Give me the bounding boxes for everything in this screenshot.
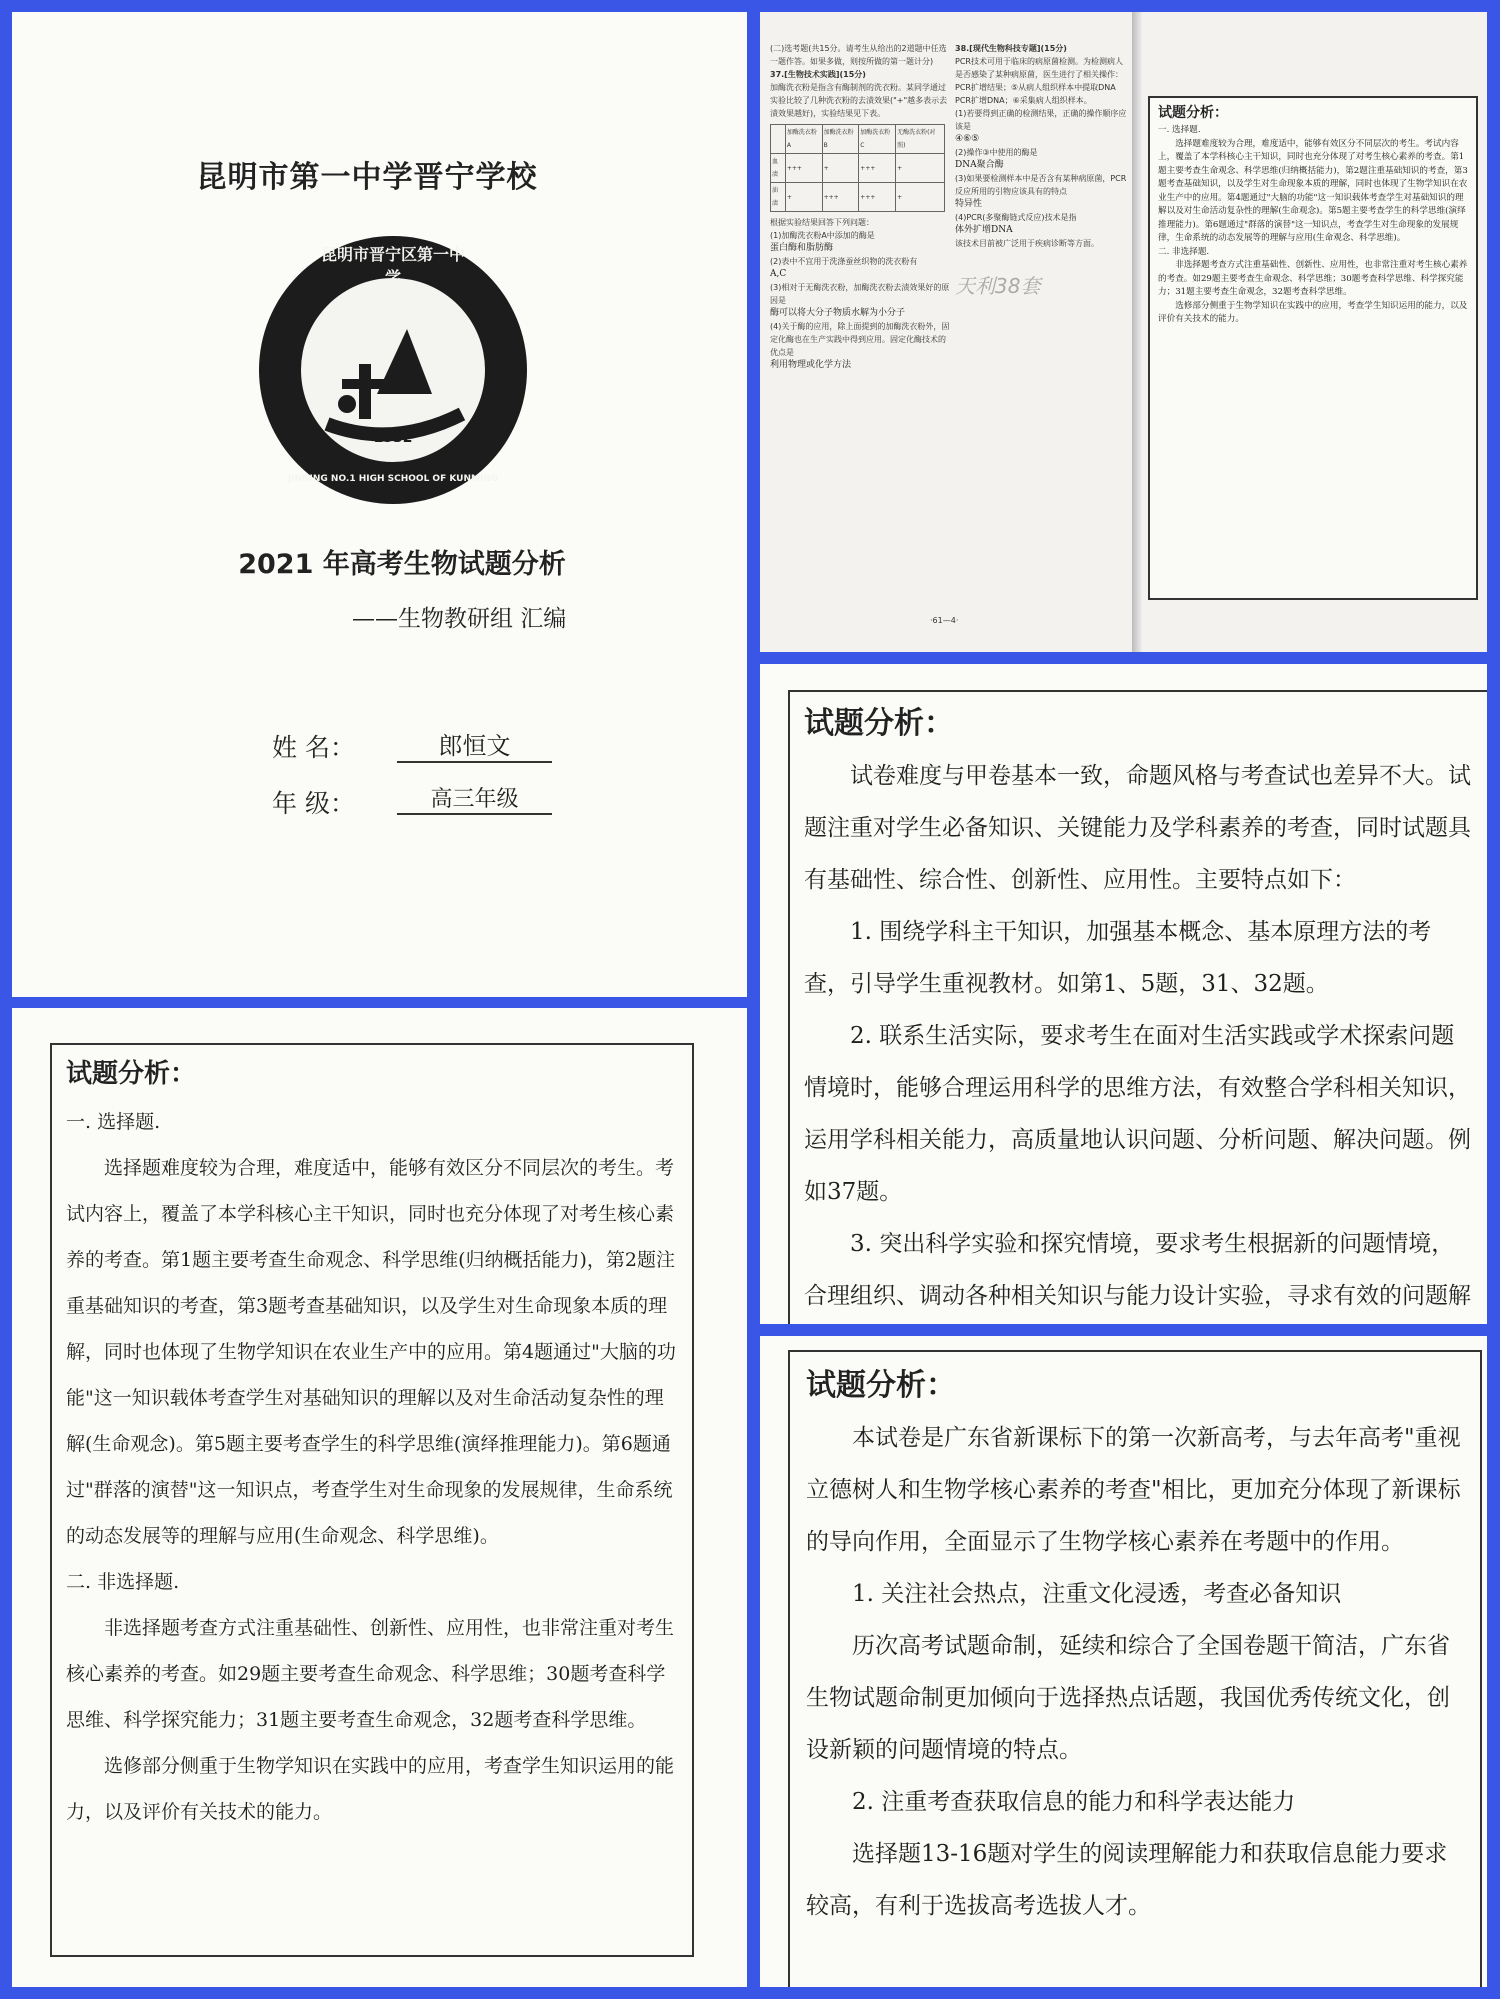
exam-line: 该技术目前被广泛用于疾病诊断等方面。 [955,239,1099,248]
handwritten-answer: ④⑥⑤ [955,134,980,144]
exam-line: PCR扩增结果；⑤从病人组织样本中提取DNA [955,83,1116,92]
exam-line: (2)操作③中使用的酶是 [955,148,1038,157]
analysis-page-b [760,664,1487,1324]
page-footer: ·61—4· [930,616,959,625]
paragraph: 3. 突出科学实验和探究情境，要求考生根据新的问题情境，合理组织、调动各种相关知识与能力设计实验，寻求有效的问题解 [804,1231,1471,1309]
page-fold-shadow [1132,12,1142,652]
exam-line: 37.[生物技术实践](15分) [770,70,866,79]
compiler: ——生物教研组 汇编 [352,606,567,632]
handwritten-answer: 特异性 [955,199,983,209]
section-heading: 一. 选择题. [66,1111,161,1133]
paragraph: 历次高考试题命制，延续和综合了全国卷题干简洁，广东省生物试题命制更加倾向于选择热点话题，我国优秀传统文化，创设新颖的问题情境的特点。 [806,1633,1450,1763]
exam-line: (3)相对于无酶洗衣粉，加酶洗衣粉去渍效果好的原因是 [770,283,950,305]
handwritten-answer: DNA聚合酶 [955,160,1004,170]
exam-line: 加酶洗衣粉是指含有酶制剂的洗衣粉。某同学通过实验比较了几种洗衣粉的去渍效果("+"越多表示去渍效果越好)，实验结果见下表。 [770,83,948,118]
seal-text-bottom: JINNING NO.1 HIGH SCHOOL OF KUNMING [287,474,499,484]
paragraph: 试卷难度与甲卷基本一致，命题风格与考查试也差异不大。试题注重对学生必备知识、关键能力及学科素养的考查，同时试题具有基础性、综合性、创新性、应用性。主要特点如下： [804,763,1471,893]
exam-line: (2)表中不宜用于洗涤蚕丝织物的洗衣粉有 [770,257,918,266]
section-heading: 1. 关注社会热点，注重文化浸透，考查必备知识 [852,1581,1342,1607]
grade-row [272,784,672,824]
analysis-body-a [66,1099,678,1835]
handwritten-answer: 体外扩增DNA [955,225,1013,235]
paragraph: 本试卷是广东省新课标下的第一次新高考，与去年高考"重视立德树人和生物学核心素养的考查"相比，更加充分体现了新课标的导向作用，全面显示了生物学核心素养在考题中的作用。 [806,1425,1461,1555]
grade-value: 高三年级 [397,782,552,815]
exam-page-photo [760,12,1487,652]
paragraph: 选修部分侧重于生物学知识在实践中的应用，考查学生知识运用的能力，以及评价有关技术的能力。 [66,1755,675,1823]
analysis-title: 试题分析： [66,1059,197,1089]
exam-line: 根据实验结果回答下列问题： [770,218,874,227]
exam-line: (1)若要得到正确的检测结果，正确的操作顺序应该是 [955,109,1127,131]
analysis-title: 试题分析： [1158,105,1228,121]
school-seal [257,234,529,506]
paragraph: 2. 联系生活实际，要求考生在面对生活实践或学术探索问题情境时，能够合理运用科学的思维方法，有效整合学科相关知识，运用学科相关能力，高质量地认识问题、分析问题、解决问题。例如37题。 [804,1023,1471,1205]
name-value: 郎恒文 [397,726,552,763]
seal-text-top: 昆明市晋宁区第一中学 [320,245,465,287]
seal-year: 1932 [373,430,413,446]
paragraph: 选择题13-16题对学生的阅读理解能力和获取信息能力要求较高，有利于选拔高考选拔人才。 [806,1841,1448,1919]
analysis-text-small: 一. 选择题. 选择题难度较为合理，难度适中，能够有效区分不同层次的考生。考试内容上，覆盖了本学科核心主干知识，同时也充分体现了对考生核心素养的考查。第1题主要考查生命观念、科学思维(归纳概括能力)，第2题注重基础知识的考查，第3题考查基础知识，以及学生对生命现象本质的理解，同时也体现了生物学知识在农业生产中的应用。第4题通过"大脑的功能"这一知识载体考查学生对基础知识的理解以及对生命活动复杂性的理解(生命观念)。第5题主要考查学生的科学思维(演绎推理能力)。第6题通过"群落的演替"这一知识点，考查学生对生命现象的发展规律，生命系统的动态发展等的理解与应用(生命观念、科学思维)。 二. 非选择题. 非选择题考查方式注重基础性、创新性、应用性，也非常注重对考生核心素养的考查。如29题主要考查生命观念、科学思维；30题考查科学思维、科学探究能力；31题主要考查生命观念，32题考查科学思维。 选修部分侧重于生物学知识在实践中的应用，考查学生知识运用的能力，以及评价有关技术的能力。 [1158,125,1468,324]
exam-line: (4)关于酶的应用，除上面提到的加酶洗衣粉外，固定化酶也在生产实践中得到应用。固定化酶技术的优点是 [770,322,950,357]
handwritten-answer: 蛋白酶和脂肪酶 [770,243,834,253]
analysis-title: 试题分析： [806,1368,956,1403]
analysis-box-b [788,690,1487,1324]
analysis-title: 试题分析： [804,706,954,741]
cover-page [12,12,747,997]
name-row [272,728,672,768]
name-label: 姓 名： [272,733,355,762]
exam-sheet [760,42,1135,642]
exam-line: (二)选考题(共15分。请考生从给出的2道题中任选一题作答。如果多做，则按所做的第一题计分) [770,44,947,66]
grade-label: 年 级： [272,789,355,818]
handwritten-answer: A,C [770,269,787,279]
analysis-body-c [806,1412,1466,1932]
exam-line: (4)PCR(多聚酶链式反应)技术是指 [955,213,1077,222]
watermark-logo: 天利38套 [955,274,1041,298]
paragraph: 1. 围绕学科主干知识，加强基本概念、基本原理方法的考查，引导学生重视教材。如第1、5题，31、32题。 [804,919,1432,997]
exam-line: (1)加酶洗衣粉A中添加的酶是 [770,231,875,240]
analysis-box-c [788,1350,1482,1987]
school-name: 昆明市第一中学晋宁学校 [196,160,538,195]
document-title: 2021 年高考生物试题分析 [238,549,566,580]
exam-line: PCR技术可用于临床的病原菌检测。为检测病人是否感染了某种病原菌，医生进行了相关操作： [955,57,1123,79]
analysis-page-c [760,1336,1487,1987]
section-heading: 二. 非选择题. [66,1571,180,1593]
exam-line: 38.[现代生物科技专题](15分) [955,44,1067,53]
paragraph: 非选择题考查方式注重基础性、创新性、应用性，也非常注重对考生核心素养的考查。如29题主要考查生命观念、科学思维；30题考查科学思维、科学探究能力；31题主要考查生命观念，32题考查科学思维。 [66,1617,675,1731]
analysis-page-a [12,1008,747,1987]
enzyme-table: 加酶洗衣粉A 加酶洗衣粉B 加酶洗衣粉C 无酶洗衣粉(对照) 血渍 +++ + +++ + 油渍 + +++ +++ + [770,124,945,212]
exam-line: (3)如果要检测样本中是否含有某种病原菌，PCR反应所用的引物应该具有的特点 [955,174,1127,196]
paragraph: 选择题难度较为合理，难度适中，能够有效区分不同层次的考生。考试内容上，覆盖了本学科核心主干知识，同时也充分体现了对考生核心素养的考查。第1题主要考查生命观念、科学思维(归纳概括能力)，第2题注重基础知识的考查，第3题考查基础知识，以及学生对生命现象本质的理解，同时也体现了生物学知识在农业生产中的应用。第4题通过"大脑的功能"这一知识载体考查学生对基础知识的理解以及对生命活动复杂性的理解(生命观念)。第5题主要考查学生的科学思维(演绎推理能力)。第6题通过"群落的演替"这一知识点，考查学生对生命现象的发展规律，生命系统的动态发展等的理解与应用(生命观念、科学思维)。 [66,1157,676,1547]
section-heading: 2. 注重考查获取信息的能力和科学表达能力 [852,1789,1296,1815]
analysis-sheet-small [1148,96,1478,600]
handwritten-answer: 利用物理或化学方法 [770,360,852,370]
handwritten-answer: 酶可以将大分子物质水解为小分子 [770,308,906,318]
analysis-box-a [50,1043,694,1957]
analysis-body-b [804,750,1474,1324]
exam-line: PCR扩增DNA；⑥采集病人组织样本。 [955,96,1092,105]
